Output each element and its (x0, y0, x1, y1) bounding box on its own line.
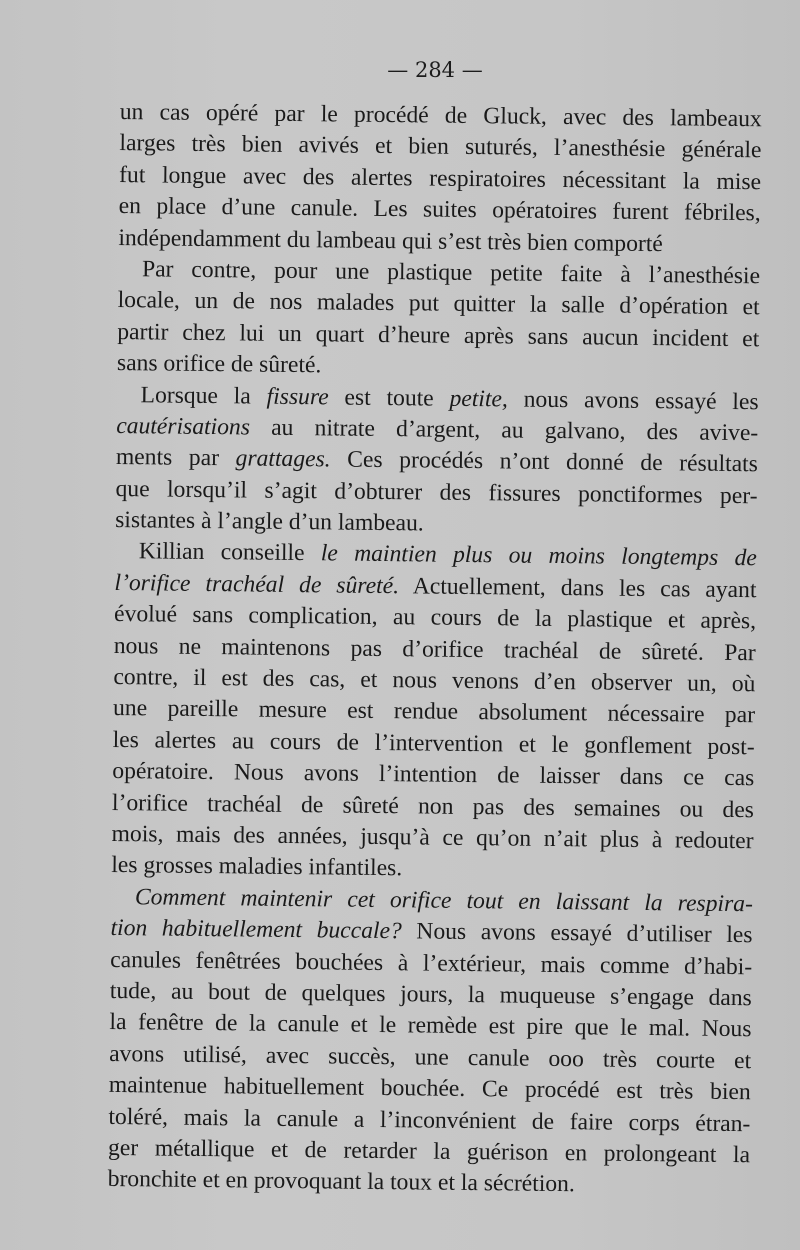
text-segment: bronchite et en provoquant la toux et la sécrétion. (107, 1166, 575, 1198)
text-segment: en place d’une canule. Les suites opératoires furent fébriles, (118, 193, 761, 227)
italic-text: Comment maintenir cet orifice tout en laissant la respira- (134, 883, 754, 917)
text-segment: fut longue avec des alertes respiratoires nécessitant la mise (118, 161, 762, 196)
text-segment: Lorsque la (140, 381, 267, 410)
text-segment: ments par (115, 444, 236, 472)
text-segment: sans orifice de sûreté. (116, 350, 322, 379)
text-segment: la fenêtre de la canule et le remède est pire que le mal. Nous (109, 1009, 752, 1043)
text-segment: indépendamment du lambeau qui s’est très bien comporté (118, 224, 663, 257)
paragraph (115, 379, 759, 543)
text-segment: ger métallique et de retarder la guérison en prolongeant la (107, 1134, 751, 1169)
text-segment: Par contre, pour une plastique petite faite à l’anesthésie (141, 256, 761, 290)
text-segment: mois, mais des années, jusqu’à ce qu’on n’ait plus à redouter (111, 820, 754, 855)
text-segment: larges très bien avivés et bien suturés, l’anesthésie générale (119, 130, 762, 164)
italic-text: le maintien plus ou moins longtemps de (320, 540, 757, 572)
text-segment: Actuellement, dans les cas ayant (398, 573, 757, 604)
paragraph (111, 536, 757, 889)
italic-text: cautérisations (116, 412, 251, 441)
text-segment: locale, un de nos malades put quitter la salle d’opération et (117, 287, 760, 321)
italic-text: petite, (449, 385, 509, 412)
paragraph (118, 97, 762, 261)
text-segment: nous ne maintenons pas d’orifice trachéal de sûreté. Par (113, 632, 756, 666)
text-segment: maintenue habituellement bouchée. Ce procédé est très bien (108, 1072, 751, 1106)
paragraph (117, 254, 760, 387)
text-segment: nous avons essayé les (507, 385, 759, 415)
page-number: — 284 — (387, 58, 483, 82)
text-segment: Ces procédés n’ont donné de résultats (330, 446, 759, 478)
text-segment: partir chez lui un quart d’heure après sans aucun incident et (117, 318, 760, 353)
text-segment: Killian conseille (138, 538, 321, 567)
text-segment: évolué sans complication, au cours de la plastique et après, (113, 601, 757, 635)
text-segment: est toute (328, 383, 450, 412)
text-segment: avons utilisé, avec succès, une canule ooo très courte et (108, 1040, 752, 1074)
text-segment: canules fenêtrées bouchées à l’extérieur, mais comme d’habi- (110, 946, 753, 980)
text-segment: au nitrate d’argent, au galvano, des avive- (249, 414, 759, 447)
text-segment: Nous avons essayé d’utiliser les (401, 918, 753, 949)
italic-text: fissure (266, 383, 329, 410)
text-segment: contre, il est des cas, et nous venons d’en observer un, où (113, 663, 756, 698)
text-segment: tude, au bout de quelques jours, la muqueuse s’engage dans (109, 977, 752, 1012)
text-segment: sistantes à l’angle d’un lambeau. (115, 507, 424, 537)
italic-text: grattages. (235, 445, 331, 473)
text-segment: que lorsqu’il s’agit d’obturer des fissures ponctiformes per- (115, 475, 758, 509)
text-segment: l’orifice trachéal de sûreté non pas des semaines ou des (111, 789, 755, 823)
paragraph (108, 882, 754, 1203)
body-text (108, 97, 762, 1203)
italic-text: tion habituellement buccale? (110, 915, 402, 945)
text-segment: une pareille mesure est rendue absolument nécessaire par (112, 695, 756, 729)
text-segment: un cas opéré par le procédé de Gluck, avec des lambeaux (119, 98, 762, 133)
text-segment: toléré, mais la canule a l’inconvénient de faire corps étran- (108, 1103, 751, 1137)
text-segment: opératoire. Nous avons l’intention de laisser dans ce cas (112, 758, 755, 792)
text-segment: les alertes au cours de l’intervention et le gonflement post- (112, 726, 755, 761)
text-segment: les grosses maladies infantiles. (111, 852, 403, 882)
italic-text: l’orifice trachéal de sûreté. (114, 569, 400, 600)
